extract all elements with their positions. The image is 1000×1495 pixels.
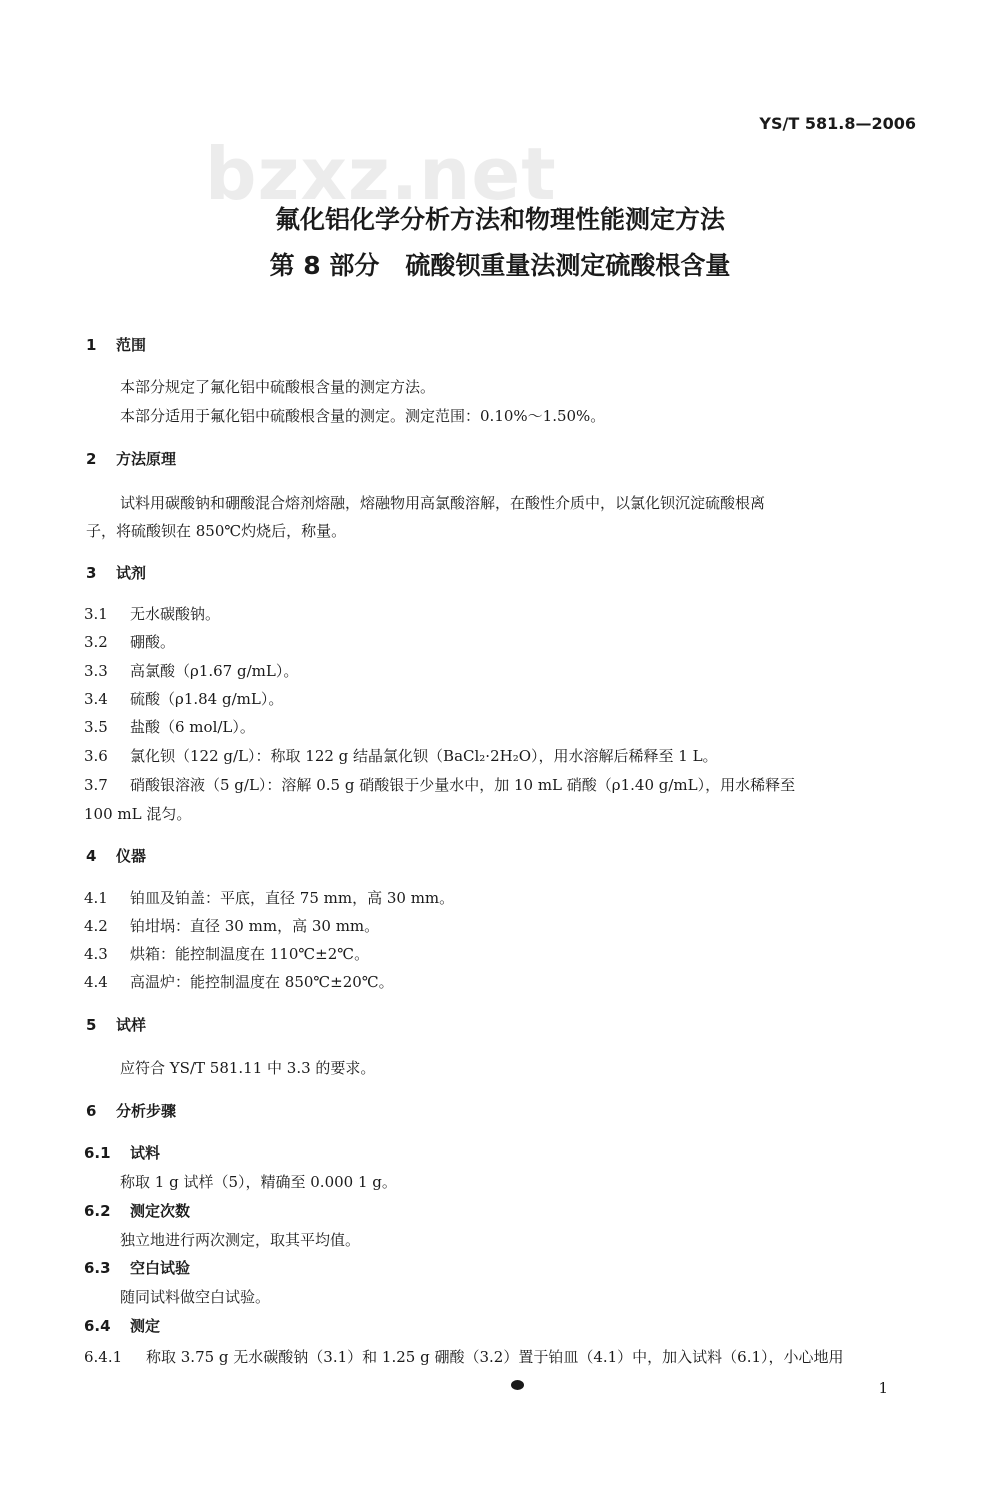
- doc-title-line1: 氟化铝化学分析方法和物理性能测定方法: [274, 205, 725, 234]
- list-item-continuation: 100 mL 混匀。: [84, 805, 192, 823]
- section-heading-2: 2 方法原理: [86, 450, 177, 468]
- section-heading-5: 5 试样: [86, 1016, 147, 1034]
- list-item: 3.6 氯化钡（122 g/L）：称取 122 g 结晶氯化钡（BaCl₂·2H₂O），用水溶解后稀释至 1 L。: [84, 747, 718, 765]
- standard-code: YS/T 581.8—2006: [759, 114, 916, 133]
- list-item: 3.4 硫酸（ρ1.84 g/mL）。: [84, 690, 284, 708]
- paragraph: 称取 1 g 试样（5），精确至 0.000 1 g。: [120, 1173, 397, 1191]
- subsection-heading: 6.1 试料: [84, 1144, 161, 1162]
- list-item: 3.7 硝酸银溶液（5 g/L）：溶解 0.5 g 硝酸银于少量水中，加 10 mL 硝酸（ρ1.40 g/mL），用水稀释至: [84, 776, 796, 794]
- list-item: 3.2 硼酸。: [84, 633, 176, 651]
- part-title: 硫酸钡重量法测定硫酸根含量: [405, 251, 731, 280]
- section-heading-6: 6 分析步骤: [86, 1102, 177, 1120]
- page-number: 1: [878, 1379, 888, 1397]
- bullet-mark: [511, 1380, 524, 1390]
- doc-title-line2: [0, 246, 1000, 282]
- list-item: 3.1 无水碳酸钠。: [84, 605, 221, 623]
- list-item: 4.1 铂皿及铂盖：平底，直径 75 mm，高 30 mm。: [84, 889, 455, 907]
- section-heading-1: 1 范围: [86, 336, 147, 354]
- watermark: bzxz.net: [205, 132, 557, 216]
- list-item: 4.2 铂坩埚：直径 30 mm，高 30 mm。: [84, 917, 380, 935]
- paragraph: 子，将硫酸钡在 850℃灼烧后，称量。: [86, 522, 347, 540]
- subsection-heading: 6.3 空白试验: [84, 1259, 191, 1277]
- list-item: 4.4 高温炉：能控制温度在 850℃±20℃。: [84, 973, 394, 991]
- paragraph: 本部分规定了氟化铝中硫酸根含量的测定方法。: [120, 378, 436, 396]
- paragraph: 本部分适用于氟化铝中硫酸根含量的测定。测定范围：0.10%～1.50%。: [120, 407, 606, 425]
- paragraph: 独立地进行两次测定，取其平均值。: [120, 1231, 361, 1249]
- paragraph: 随同试料做空白试验。: [120, 1288, 271, 1306]
- list-item: 4.3 烘箱：能控制温度在 110℃±2℃。: [84, 945, 370, 963]
- subsection-heading: 6.2 测定次数: [84, 1202, 191, 1220]
- section-heading-3: 3 试剂: [86, 564, 147, 582]
- subsection-heading: 6.4 测定: [84, 1317, 161, 1335]
- list-item: 3.5 盐酸（6 mol/L）。: [84, 718, 255, 736]
- paragraph: 应符合 YS/T 581.11 中 3.3 的要求。: [120, 1059, 376, 1077]
- list-item: 6.4.1 称取 3.75 g 无水碳酸钠（3.1）和 1.25 g 硼酸（3.2）置于铂皿（4.1）中，加入试料（6.1），小心地用: [84, 1348, 844, 1366]
- paragraph: 试料用碳酸钠和硼酸混合熔剂熔融，熔融物用高氯酸溶解，在酸性介质中，以氯化钡沉淀硫酸根离: [120, 494, 766, 512]
- part-label: 第 8 部分: [269, 251, 380, 280]
- list-item: 3.3 高氯酸（ρ1.67 g/mL）。: [84, 662, 299, 680]
- section-heading-4: 4 仪器: [86, 847, 147, 865]
